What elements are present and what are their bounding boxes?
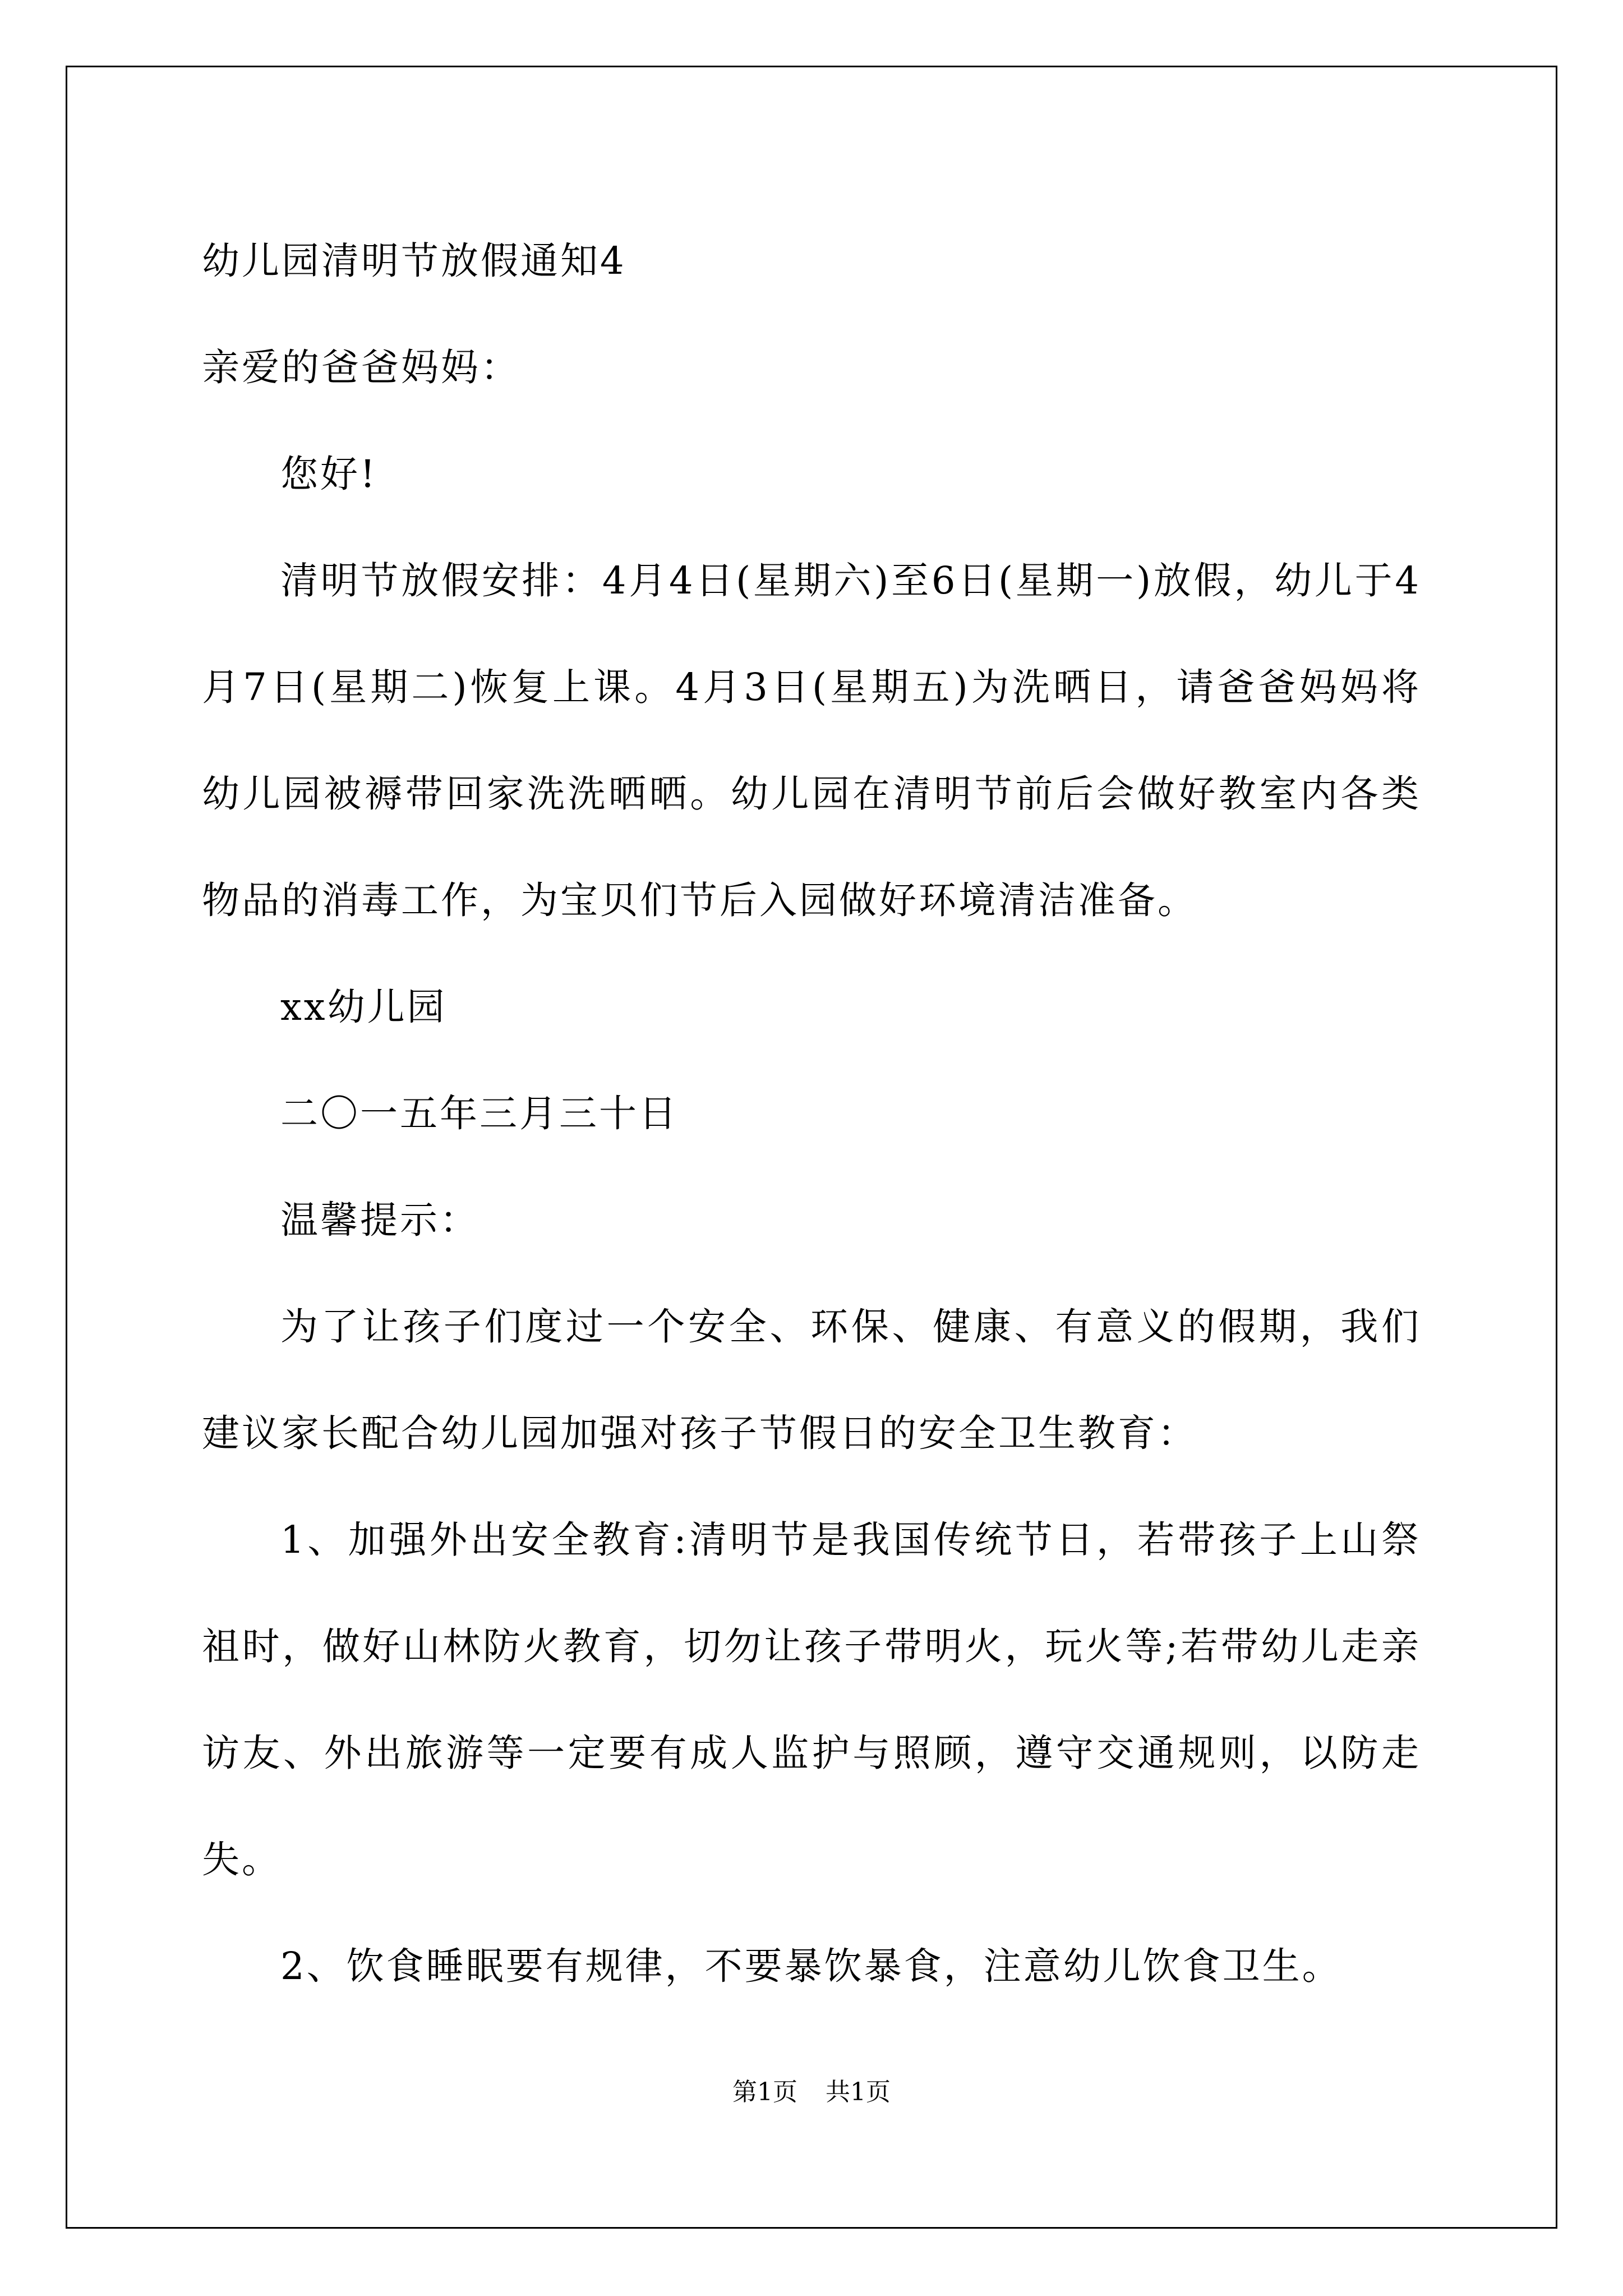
tips-intro: 为了让孩子们度过一个安全、环保、健康、有意义的假期，我们建议家长配合幼儿园加强对孩子节假日的安全卫生教育： [202, 1305, 1421, 1455]
tip-item-2: 2、饮食睡眠要有规律，不要暴饮暴食，注意幼儿饮食卫生。 [280, 1944, 1342, 1988]
greeting: 您好! [280, 452, 377, 496]
salutation: 亲爱的爸爸妈妈： [202, 346, 520, 389]
tips-heading: 温馨提示： [280, 1198, 479, 1242]
date-line: 二〇一五年三月三十日 [280, 1092, 679, 1135]
body-paragraph: 清明节放假安排：4月4日(星期六)至6日(星期一)放假，幼儿于4月7日(星期二)恢复上课。4月3日(星期五)为洗晒日，请爸爸妈妈将幼儿园被褥带回家洗洗晒晒。幼儿园在清明节前后会做好教室内各类物品的消毒工作，为宝贝们节后入园做好环境清洁准备。 [202, 559, 1421, 922]
signature: xx幼儿园 [280, 985, 447, 1029]
document-title: 幼儿园清明节放假通知4 [202, 239, 626, 283]
document-body [202, 208, 1421, 2019]
page-number: 第1页 [732, 2078, 797, 2106]
page-footer [0, 2076, 1623, 2109]
page-total: 共1页 [826, 2078, 891, 2106]
tip-item-1: 1、加强外出安全教育:清明节是我国传统节日，若带孩子上山祭祖时，做好山林防火教育，切勿让孩子带明火，玩火等;若带幼儿走亲访友、外出旅游等一定要有成人监护与照顾，遵守交通规则，以防走失。 [202, 1518, 1421, 1881]
